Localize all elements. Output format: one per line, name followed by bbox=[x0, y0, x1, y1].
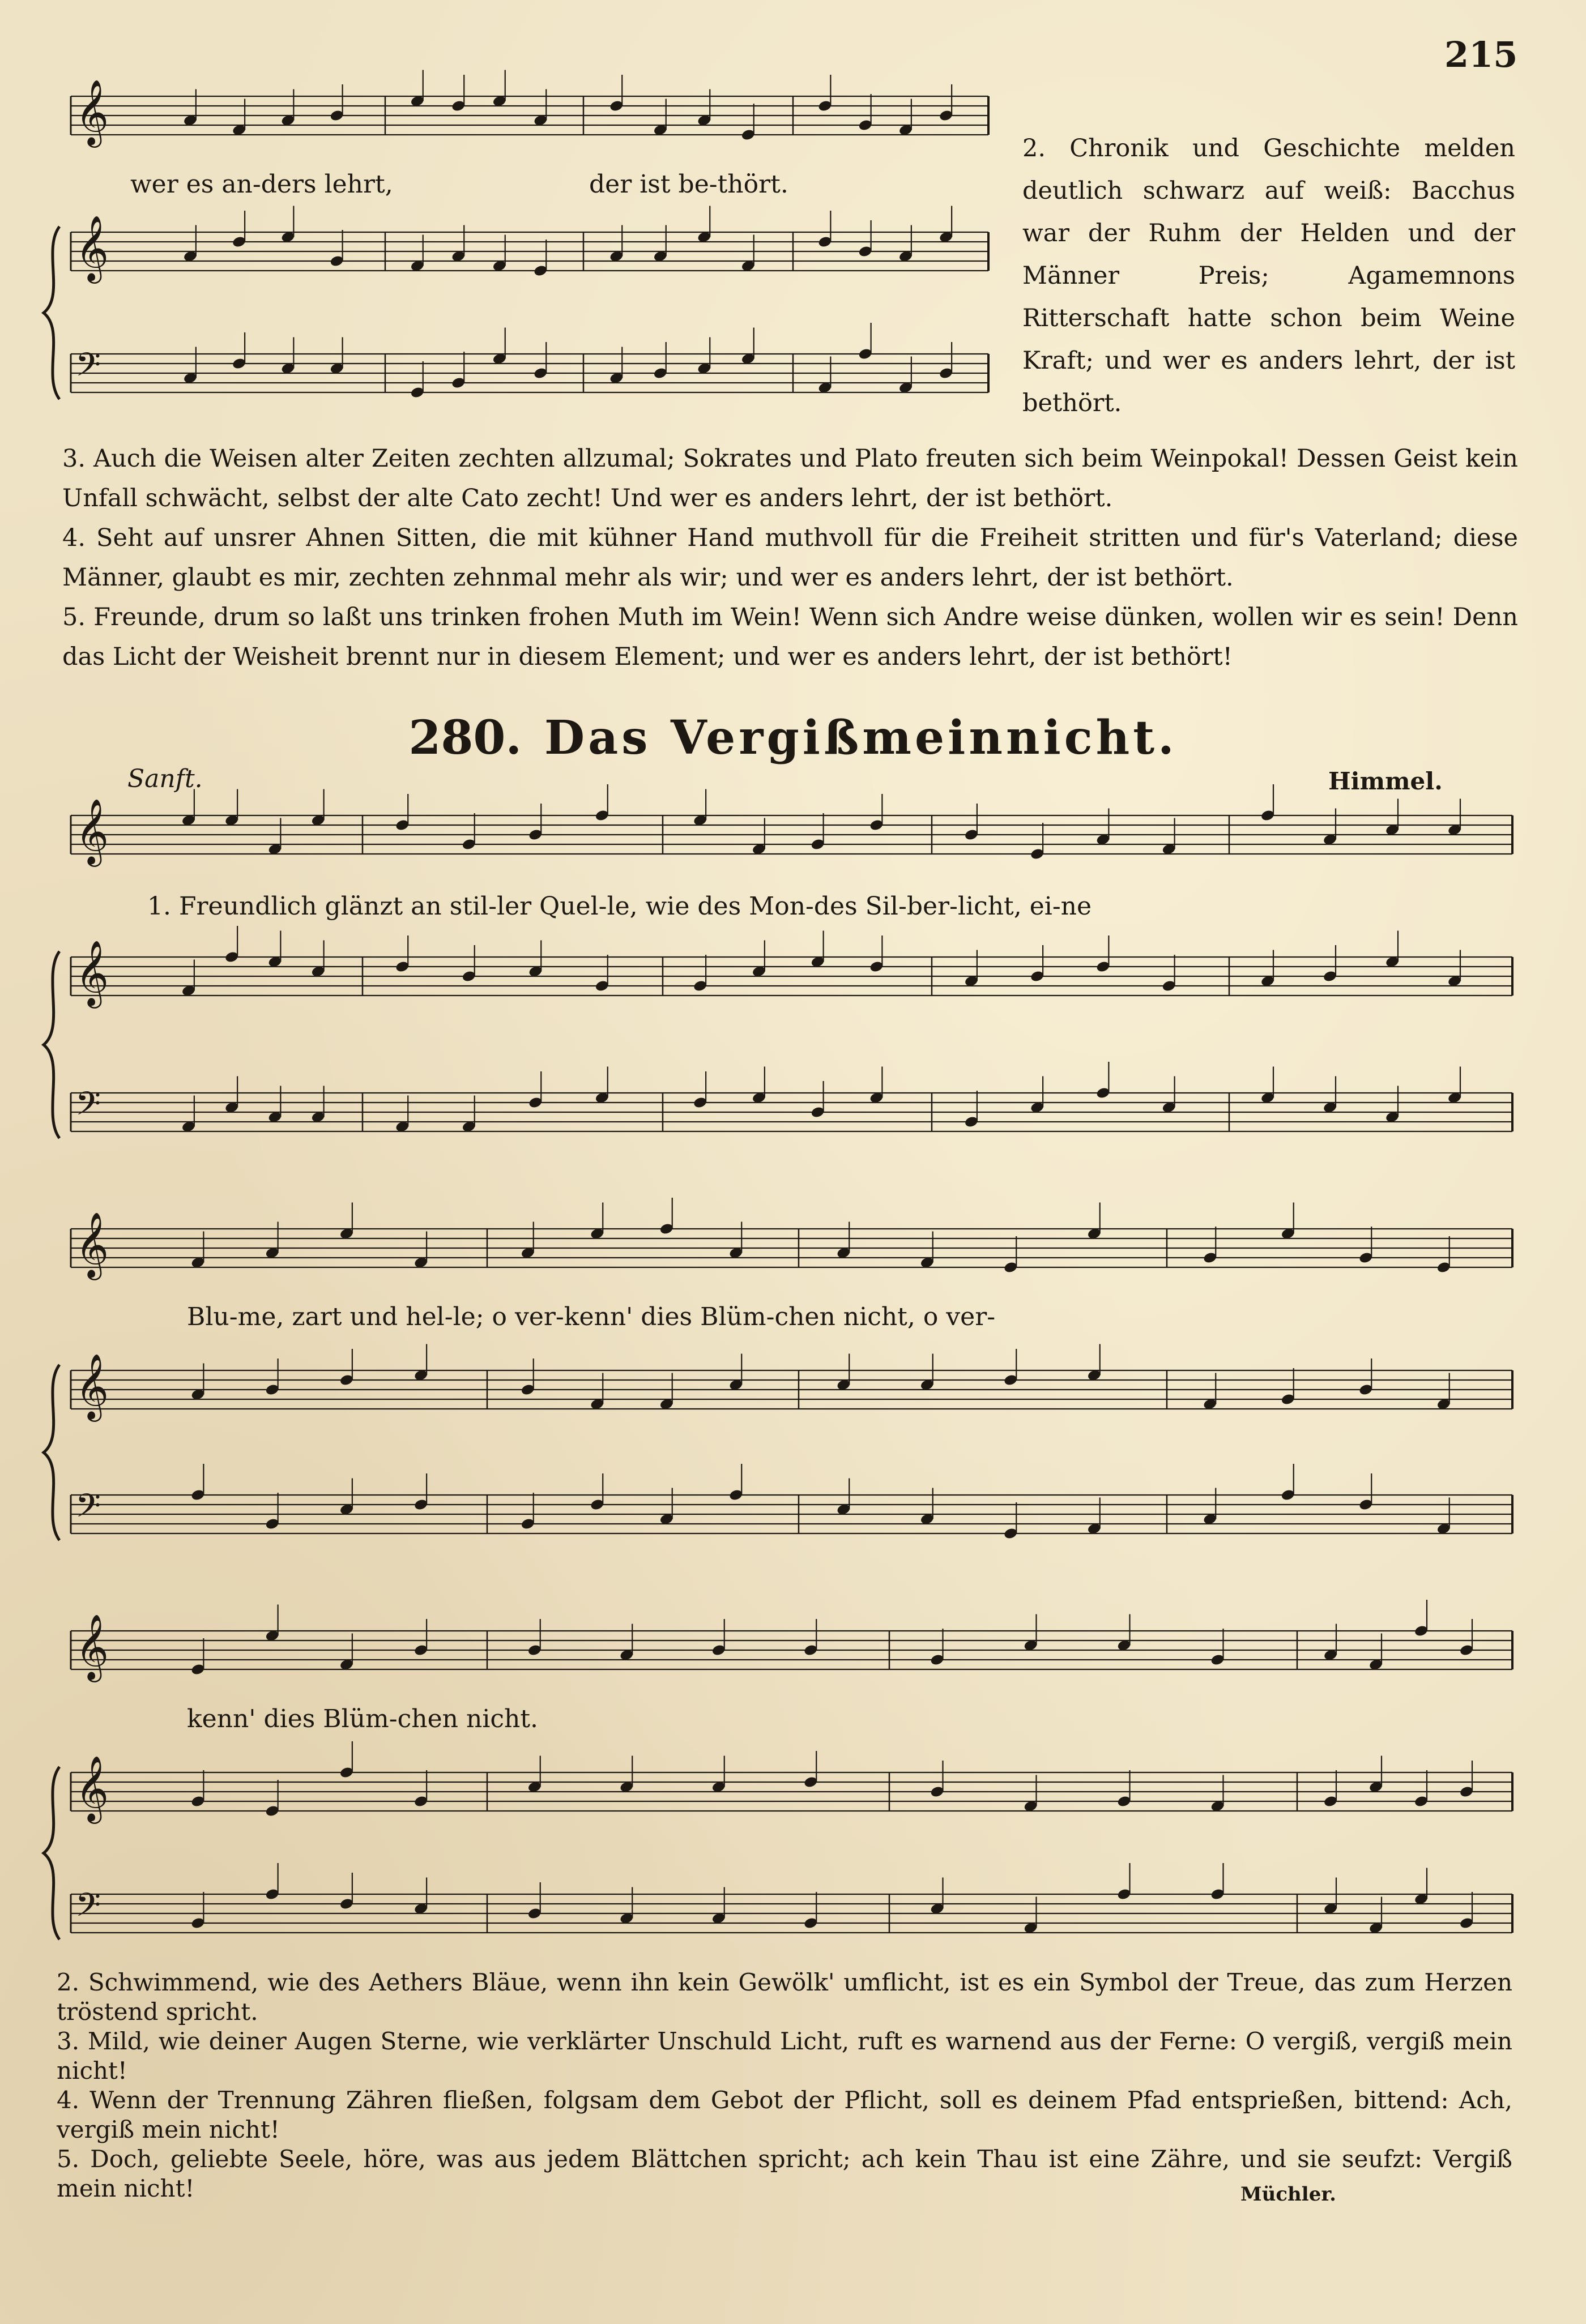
treble-clef: 𝄞 bbox=[75, 798, 109, 864]
treble-clef: 𝄞 bbox=[75, 215, 109, 281]
verse-2-top-song: 2. Chronik und Geschichte melden deutlich schwarz auf weiß: Bacchus war der Ruhm der Helden und der Männer Preis; Agamemnons Ritterschaft hatte schon beim Weine Kraft; und wer es anders lehrt, der ist bethört. bbox=[1022, 134, 1515, 417]
bass-clef: 𝄢 bbox=[75, 1084, 101, 1131]
verse: 2. Schwimmend, wie des Aethers Bläue, wenn ihn kein Gewölk' umflicht, ist es ein Symbol der Treue, das zum Herzen tröstend spricht. bbox=[57, 1968, 1512, 2026]
song-verses bbox=[57, 1968, 1512, 2203]
bass-clef: 𝄢 bbox=[75, 1486, 101, 1533]
verse: 4. Wenn der Trennung Zähren fließen, folgsam dem Gebot der Pflicht, soll es deinem Pfad entsprießen, bittend: Ach, vergiß mein nicht! bbox=[57, 2086, 1512, 2143]
lyrics-line-3: kenn' dies Blüm-chen nicht. bbox=[187, 1704, 539, 1733]
top-song-verses bbox=[62, 439, 1518, 677]
brace bbox=[44, 1767, 59, 1939]
lyricist: Müchler. bbox=[1240, 2183, 1336, 2206]
composer: Himmel. bbox=[1328, 767, 1443, 795]
treble-clef: 𝄞 bbox=[75, 1353, 109, 1419]
lyric-fragment-1: wer es an-ders lehrt, bbox=[130, 170, 393, 199]
brace bbox=[44, 1365, 59, 1540]
verse: 3. Auch die Weisen alter Zeiten zechten allzumal; Sokrates und Plato freuten sich beim Weinpokal! Dessen Geist kein Unfall schwächt, selbst der alte Cato zecht! Und wer es anders lehrt, der ist bethört. bbox=[62, 445, 1518, 512]
treble-clef: 𝄞 bbox=[75, 1755, 109, 1821]
tempo-marking: Sanft. bbox=[127, 764, 203, 793]
brace bbox=[44, 951, 59, 1138]
song-title bbox=[0, 711, 1586, 765]
verse: 4. Seht auf unsrer Ahnen Sitten, die mit kühner Hand muthvoll für die Freiheit stritten und für's Vaterland; diese Männer, glaubt es mir, zechten zehnmal mehr als wir; und wer es anders lehrt, der ist bethört. bbox=[62, 524, 1518, 592]
bass-clef: 𝄢 bbox=[75, 345, 101, 392]
bass-clef: 𝄢 bbox=[75, 1886, 101, 1932]
lyrics-line-1: 1. Freundlich glänzt an stil-ler Quel-le, wie des Mon-des Sil-ber-licht, ei-ne bbox=[147, 892, 1092, 921]
treble-clef: 𝄞 bbox=[75, 1211, 109, 1278]
lyric-fragment-2: der ist be-thört. bbox=[589, 170, 788, 199]
brace bbox=[44, 227, 59, 399]
song-name: Das Vergißmeinnicht. bbox=[544, 711, 1178, 765]
treble-clef: 𝄞 bbox=[75, 1613, 109, 1680]
verse: 5. Freunde, drum so laßt uns trinken frohen Muth im Wein! Wenn sich Andre weise dünken, wollen wir es sein! Denn das Licht der Weisheit brennt nur in diesem Element; und wer es anders lehrt, der ist bethört! bbox=[62, 603, 1518, 671]
treble-clef: 𝄞 bbox=[75, 939, 109, 1006]
page-number: 215 bbox=[1444, 34, 1518, 75]
verse: 3. Mild, wie deiner Augen Sterne, wie verklärter Unschuld Licht, ruft es warnend aus der Ferne: O vergiß, vergiß mein nicht! bbox=[57, 2027, 1512, 2084]
treble-clef: 𝄞 bbox=[75, 79, 109, 145]
song-number: 280. bbox=[408, 711, 522, 765]
verse: 5. Doch, geliebte Seele, höre, was aus jedem Blättchen spricht; ach kein Thau ist eine Zähre, und sie seufzt: Vergiß mein nicht! bbox=[57, 2145, 1512, 2202]
lyrics-line-2: Blu-me, zart und hel-le; o ver-kenn' dies Blüm-chen nicht, o ver- bbox=[187, 1302, 996, 1331]
